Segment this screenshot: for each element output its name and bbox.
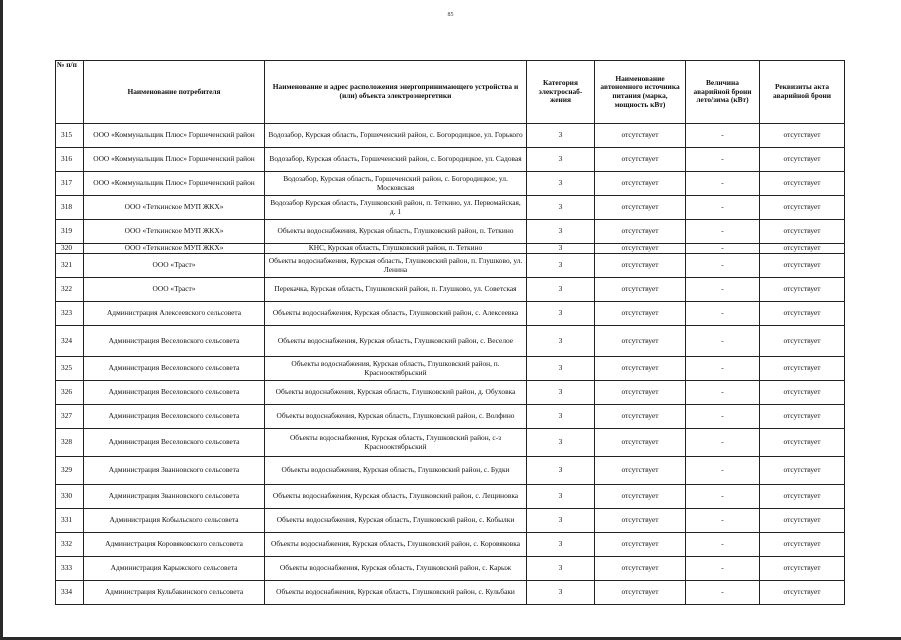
cell-reserve: - [686,405,760,429]
cell-source: отсутствует [595,148,686,172]
cell-consumer: ООО «Коммунальщик Плюс» Горшеченский район [84,148,265,172]
cell-source: отсутствует [595,533,686,557]
table-header-row [56,61,845,124]
cell-act: отсутствует [760,302,845,326]
page-number: 85 [447,12,454,18]
cell-address: Объекты водоснабжения, Курская область, Глушковский район, с. Волфино [265,405,527,429]
cell-category: 3 [527,148,595,172]
cell-act: отсутствует [760,148,845,172]
cell-category: 3 [527,196,595,220]
cell-source: отсутствует [595,254,686,278]
cell-source: отсутствует [595,172,686,196]
header-source: Наименование автономного источника питания (марка, мощность кВт) [595,61,686,124]
cell-act: отсутствует [760,533,845,557]
header-address: Наименование и адрес расположения энергопринимающего устройства и (или) объекта электроэнергетики [265,61,527,124]
cell-consumer: Администрация Званновского сельсовета [84,457,265,485]
cell-consumer: ООО «Теткинское МУП ЖКХ» [84,196,265,220]
cell-source: отсутствует [595,326,686,357]
cell-reserve: - [686,485,760,509]
cell-category: 3 [527,254,595,278]
cell-act: отсутствует [760,244,845,254]
cell-address: Объекты водоснабжения, Курская область, Глушковский район, п. Краснооктябрьский [265,357,527,381]
table-row [56,381,845,405]
cell-num: 330 [56,485,84,509]
cell-num: 317 [56,172,84,196]
cell-address: Объекты водоснабжения, Курская область, Глушковский район, с. Лещиновка [265,485,527,509]
cell-num: 329 [56,457,84,485]
table-row [56,357,845,381]
cell-act: отсутствует [760,457,845,485]
header-num: № п/п [56,61,84,124]
cell-consumer: ООО «Коммунальщик Плюс» Горшеченский район [84,124,265,148]
table-row [56,533,845,557]
cell-num: 324 [56,326,84,357]
cell-consumer: Администрация Званновского сельсовета [84,485,265,509]
table-row [56,457,845,485]
table-row [56,557,845,581]
cell-num: 319 [56,220,84,244]
cell-address: Объекты водоснабжения, Курская область, Глушковский район, с. Будки [265,457,527,485]
cell-num: 332 [56,533,84,557]
cell-consumer: ООО «Траст» [84,254,265,278]
cell-reserve: - [686,254,760,278]
cell-act: отсутствует [760,485,845,509]
cell-num: 326 [56,381,84,405]
cell-num: 322 [56,278,84,302]
cell-consumer: Администрация Карыжского сельсовета [84,557,265,581]
cell-consumer: Администрация Веселовского сельсовета [84,326,265,357]
cell-category: 3 [527,381,595,405]
cell-source: отсутствует [595,357,686,381]
cell-consumer: Администрация Веселовского сельсовета [84,357,265,381]
cell-address: КНС, Курская область, Глушковский район, п. Теткино [265,244,527,254]
cell-source: отсутствует [595,302,686,326]
cell-act: отсутствует [760,254,845,278]
cell-act: отсутствует [760,581,845,605]
cell-address: Объекты водоснабжения, Курская область, Глушковский район, с. Коровяковка [265,533,527,557]
cell-num: 321 [56,254,84,278]
cell-reserve: - [686,581,760,605]
cell-consumer: ООО «Коммунальщик Плюс» Горшеченский район [84,172,265,196]
cell-consumer: Администрация Веселовского сельсовета [84,381,265,405]
cell-source: отсутствует [595,381,686,405]
cell-num: 325 [56,357,84,381]
table-row [56,244,845,254]
cell-consumer: Администрация Коровяковского сельсовета [84,533,265,557]
cell-category: 3 [527,429,595,457]
cell-address: Водозабор, Курская область, Горшеченский район, с. Богородицкое, ул. Садовая [265,148,527,172]
cell-source: отсутствует [595,220,686,244]
cell-category: 3 [527,278,595,302]
cell-act: отсутствует [760,405,845,429]
cell-reserve: - [686,148,760,172]
cell-category: 3 [527,457,595,485]
cell-category: 3 [527,485,595,509]
cell-act: отсутствует [760,278,845,302]
cell-num: 333 [56,557,84,581]
cell-category: 3 [527,533,595,557]
cell-source: отсутствует [595,244,686,254]
cell-category: 3 [527,172,595,196]
cell-address: Объекты водоснабжения, Курская область, Глушковский район, п. Теткино [265,220,527,244]
cell-reserve: - [686,124,760,148]
cell-reserve: - [686,220,760,244]
consumer-registry-table [55,60,845,605]
cell-act: отсутствует [760,220,845,244]
table-row [56,254,845,278]
cell-reserve: - [686,326,760,357]
cell-consumer: Администрация Кульбакинского сельсовета [84,581,265,605]
cell-source: отсутствует [595,124,686,148]
cell-consumer: ООО «Теткинское МУП ЖКХ» [84,244,265,254]
header-category: Категория электроснаб-жения [527,61,595,124]
cell-act: отсутствует [760,196,845,220]
cell-category: 3 [527,326,595,357]
cell-num: 328 [56,429,84,457]
cell-address: Объекты водоснабжения, Курская область, Глушковский район, с. Кульбаки [265,581,527,605]
header-consumer: Наименование потребителя [84,61,265,124]
cell-source: отсутствует [595,405,686,429]
cell-address: Объекты водоснабжения, Курская область, Глушковский район, п. Глушково, ул. Ленина [265,254,527,278]
cell-reserve: - [686,244,760,254]
table-row [56,405,845,429]
cell-address: Водозабор, Курская область, Горшеченский район, с. Богородицкое, ул. Горького [265,124,527,148]
cell-consumer: Администрация Веселовского сельсовета [84,429,265,457]
cell-address: Объекты водоснабжения, Курская область, Глушковский район, с. Кобылки [265,509,527,533]
header-reserve: Величина аварийной брони лето/зима (кВт) [686,61,760,124]
cell-category: 3 [527,557,595,581]
cell-category: 3 [527,220,595,244]
cell-act: отсутствует [760,509,845,533]
cell-num: 318 [56,196,84,220]
table-row [56,148,845,172]
cell-source: отсутствует [595,485,686,509]
cell-address: Объекты водоснабжения, Курская область, Глушковский район, с. Алексеевка [265,302,527,326]
cell-act: отсутствует [760,381,845,405]
table-row [56,220,845,244]
cell-consumer: Администрация Кобыльского сельсовета [84,509,265,533]
cell-category: 3 [527,581,595,605]
cell-reserve: - [686,381,760,405]
cell-num: 331 [56,509,84,533]
cell-source: отсутствует [595,509,686,533]
cell-act: отсутствует [760,429,845,457]
cell-reserve: - [686,557,760,581]
cell-reserve: - [686,196,760,220]
table-row [56,326,845,357]
cell-address: Объекты водоснабжения, Курская область, Глушковский район, д. Обуховка [265,381,527,405]
cell-source: отсутствует [595,278,686,302]
table-row [56,124,845,148]
table-row [56,172,845,196]
cell-source: отсутствует [595,581,686,605]
cell-address: Водозабор, Курская область, Горшеченский район, с. Богородицкое, ул. Московская [265,172,527,196]
cell-source: отсутствует [595,557,686,581]
cell-reserve: - [686,429,760,457]
cell-consumer: ООО «Теткинское МУП ЖКХ» [84,220,265,244]
cell-num: 316 [56,148,84,172]
cell-source: отсутствует [595,429,686,457]
cell-category: 3 [527,405,595,429]
header-act: Реквизиты акта аварийной брони [760,61,845,124]
cell-reserve: - [686,357,760,381]
cell-reserve: - [686,533,760,557]
cell-num: 315 [56,124,84,148]
table-row [56,196,845,220]
cell-reserve: - [686,278,760,302]
table-row [56,509,845,533]
cell-act: отсутствует [760,557,845,581]
cell-consumer: Администрация Веселовского сельсовета [84,405,265,429]
cell-address: Объекты водоснабжения, Курская область, Глушковский район, с. Веселое [265,326,527,357]
cell-num: 334 [56,581,84,605]
cell-category: 3 [527,509,595,533]
cell-category: 3 [527,124,595,148]
cell-act: отсутствует [760,326,845,357]
cell-act: отсутствует [760,124,845,148]
table-row [56,278,845,302]
table-row [56,302,845,326]
table-row [56,429,845,457]
cell-reserve: - [686,457,760,485]
cell-source: отсутствует [595,457,686,485]
scan-edge-left [0,0,3,640]
cell-address: Перекачка, Курская область, Глушковский район, п. Глушково, ул. Советская [265,278,527,302]
table-row [56,581,845,605]
cell-category: 3 [527,244,595,254]
cell-act: отсутствует [760,357,845,381]
table-row [56,485,845,509]
cell-category: 3 [527,357,595,381]
cell-num: 320 [56,244,84,254]
cell-category: 3 [527,302,595,326]
cell-consumer: Администрация Алексеевского сельсовета [84,302,265,326]
cell-num: 327 [56,405,84,429]
cell-reserve: - [686,172,760,196]
cell-reserve: - [686,509,760,533]
cell-reserve: - [686,302,760,326]
cell-address: Объекты водоснабжения, Курская область, Глушковский район, с-з Краснооктябрьский [265,429,527,457]
cell-address: Объекты водоснабжения, Курская область, Глушковский район, с. Карыж [265,557,527,581]
cell-consumer: ООО «Траст» [84,278,265,302]
cell-act: отсутствует [760,172,845,196]
cell-num: 323 [56,302,84,326]
cell-source: отсутствует [595,196,686,220]
cell-address: Водозабор Курская область, Глушковский район, п. Теткино, ул. Первомайская, д. 1 [265,196,527,220]
